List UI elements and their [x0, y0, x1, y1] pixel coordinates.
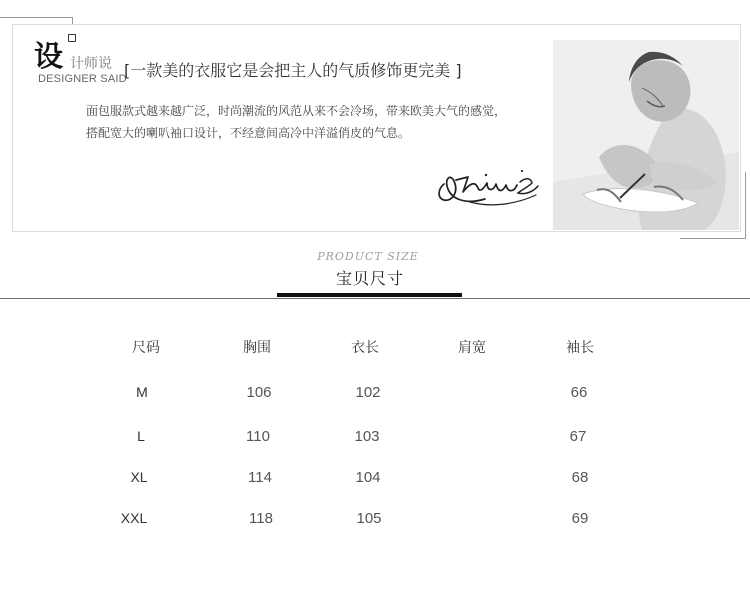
- size-row-2-sleeve: 67: [569, 428, 587, 445]
- size-row-1-sleeve: 66: [570, 384, 588, 401]
- size-row-4-sleeve: 69: [571, 510, 589, 527]
- size-row-3-chest: 114: [248, 469, 272, 486]
- product-size-title: 宝贝尺寸: [335, 269, 404, 288]
- size-row-3-sleeve: 68: [571, 469, 589, 486]
- size-table-header-size: 尺码: [132, 340, 160, 356]
- size-row-2-chest: 110: [246, 428, 270, 445]
- size-row-2-length: 103: [354, 428, 380, 445]
- size-table-header-shoulder: 肩宽: [458, 340, 486, 356]
- size-row-4-size: XXL: [120, 510, 148, 526]
- description-line-2: 搭配宽大的喇叭袖口设计，不经意间高冷中洋溢俏皮的气息。: [86, 126, 411, 140]
- size-row-3-size: XL: [130, 469, 148, 485]
- size-table-header-chest: 胸围: [243, 340, 271, 356]
- size-table-header-length: 衣长: [351, 340, 379, 356]
- description-line-1: 面包服款式越来越广泛，时尚潮流的风范从来不会冷场，带来欧美大气的感觉，: [86, 104, 507, 118]
- size-row-4-length: 105: [356, 510, 382, 527]
- size-row-1-length: 102: [355, 384, 381, 401]
- designer-title-rest: 计师说: [70, 56, 112, 72]
- size-row-2-size: L: [137, 428, 145, 444]
- size-table-header-sleeve: 袖长: [566, 340, 594, 356]
- designer-slogan: [一款美的衣服它是会把主人的气质修饰更完美 ]: [124, 61, 462, 80]
- size-row-3-length: 104: [355, 469, 381, 486]
- product-size-english: PRODUCT SIZE: [317, 250, 419, 263]
- size-row-4-chest: 118: [249, 510, 273, 527]
- size-row-1-chest: 106: [246, 384, 272, 401]
- size-row-1-size: M: [136, 384, 148, 400]
- designer-title-big-character: 设: [34, 39, 64, 73]
- designer-subtitle-en: DESIGNER SAID: [38, 73, 127, 85]
